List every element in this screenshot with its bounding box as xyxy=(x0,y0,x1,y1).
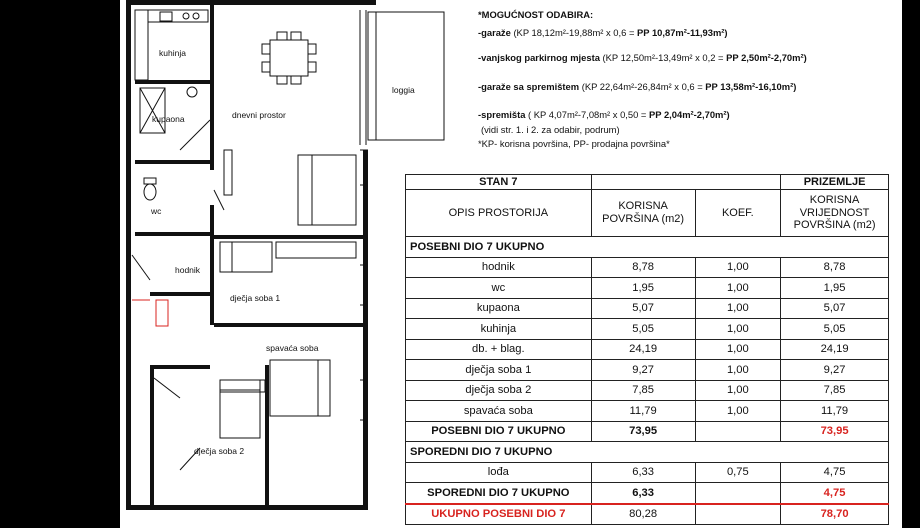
main-rows xyxy=(406,257,889,421)
cell-value: 7,85 xyxy=(781,380,889,401)
cell-area: 1,95 xyxy=(591,278,695,299)
option-spremista: -spremišta ( KP 4,07m²-7,08m² x 0,50 = PP 2,04m²-2,70m²) xyxy=(478,109,730,120)
section-side-label: SPOREDNI DIO 7 UKUPNO xyxy=(406,442,889,463)
section-main-row xyxy=(406,237,889,258)
room-label-dnevni: dnevni prostor xyxy=(232,110,286,120)
cell-coef: 1,00 xyxy=(695,278,781,299)
column-header-row xyxy=(406,190,889,237)
cell-coef: 1,00 xyxy=(695,298,781,319)
room-label-djecja2: dječja soba 2 xyxy=(194,446,245,456)
cell-name: kupaona xyxy=(406,298,592,319)
room-label-spavaca: spavaća soba xyxy=(266,343,319,353)
cell-coef: 1,00 xyxy=(695,339,781,360)
cell-value: 8,78 xyxy=(781,257,889,278)
cell-name: dječja soba 2 xyxy=(406,380,592,401)
unit-cell: STAN 7 xyxy=(406,175,592,190)
table-row-loda: lođa 6,33 0,75 4,75 xyxy=(406,462,889,483)
room-label-djecja1: dječja soba 1 xyxy=(230,293,281,303)
section-side-row xyxy=(406,442,889,463)
cell-coef: 1,00 xyxy=(695,257,781,278)
options-title: *MOGUĆNOST ODABIRA: xyxy=(478,9,594,20)
option-parking: -vanjskog parkirnog mjesta (KP 12,50m²-13,49m² x 0,2 = PP 2,50m²-2,70m²) xyxy=(478,52,807,63)
total-side-row: SPOREDNI DIO 7 UKUPNO 6,33 4,75 xyxy=(406,483,889,504)
cell-name: dječja soba 1 xyxy=(406,360,592,381)
cell-name: hodnik xyxy=(406,257,592,278)
table-row xyxy=(406,319,889,340)
options-note-1: (vidi str. 1. i 2. za odabir, podrum) xyxy=(481,124,620,135)
table-row xyxy=(406,360,889,381)
option-garaze-spremiste: -garaže sa spremištem (KP 22,64m²-26,84m² x 0,6 = PP 13,58m²-16,10m²) xyxy=(478,81,797,92)
cell-coef: 1,00 xyxy=(695,380,781,401)
room-label-kuhinja: kuhinja xyxy=(159,48,186,58)
table-header-row xyxy=(406,175,889,190)
cell-value: 5,05 xyxy=(781,319,889,340)
cell-value: 5,07 xyxy=(781,298,889,319)
table-row xyxy=(406,257,889,278)
section-main-label: POSEBNI DIO 7 UKUPNO xyxy=(406,237,889,258)
cell-name: wc xyxy=(406,278,592,299)
cell-area: 8,78 xyxy=(591,257,695,278)
cell-coef: 1,00 xyxy=(695,319,781,340)
cell-area: 11,79 xyxy=(591,401,695,422)
cell-area: 24,19 xyxy=(591,339,695,360)
room-label-wc: wc xyxy=(151,206,162,216)
cell-area: 9,27 xyxy=(591,360,695,381)
room-label-loggia: loggia xyxy=(392,85,415,95)
document-page xyxy=(120,0,902,528)
cell-coef: 1,00 xyxy=(695,360,781,381)
cell-name: kuhinja xyxy=(406,319,592,340)
cell-coef: 1,00 xyxy=(695,401,781,422)
col-coef: KOEF. xyxy=(695,190,781,237)
col-value: KORISNA VRIJEDNOST POVRŠINA (m2) xyxy=(781,190,889,237)
cell-value: 1,95 xyxy=(781,278,889,299)
col-area: KORISNA POVRŠINA (m2) xyxy=(591,190,695,237)
cell-area: 5,07 xyxy=(591,298,695,319)
options-note-2: *KP- korisna površina, PP- prodajna površina* xyxy=(478,138,670,149)
room-label-hodnik: hodnik xyxy=(175,265,201,275)
col-desc: OPIS PROSTORIJA xyxy=(406,190,592,237)
table-row xyxy=(406,298,889,319)
cell-area: 7,85 xyxy=(591,380,695,401)
cell-value: 9,27 xyxy=(781,360,889,381)
cell-name: db. + blag. xyxy=(406,339,592,360)
table-row xyxy=(406,380,889,401)
table-row xyxy=(406,401,889,422)
table-row xyxy=(406,339,889,360)
cell-value: 11,79 xyxy=(781,401,889,422)
option-garaze: -garaže (KP 18,12m²-19,88m² x 0,6 = PP 10,87m²-11,93m²) xyxy=(478,27,728,38)
area-table xyxy=(405,174,889,525)
cell-name: spavaća soba xyxy=(406,401,592,422)
grand-total-row: UKUPNO POSEBNI DIO 7 80,28 78,70 xyxy=(406,504,889,525)
floor-cell: PRIZEMLJE xyxy=(781,175,889,190)
cell-area: 5,05 xyxy=(591,319,695,340)
table-row xyxy=(406,278,889,299)
total-main-row: POSEBNI DIO 7 UKUPNO 73,95 73,95 xyxy=(406,421,889,442)
room-label-kupaona: kupaona xyxy=(152,114,185,124)
cell-value: 24,19 xyxy=(781,339,889,360)
